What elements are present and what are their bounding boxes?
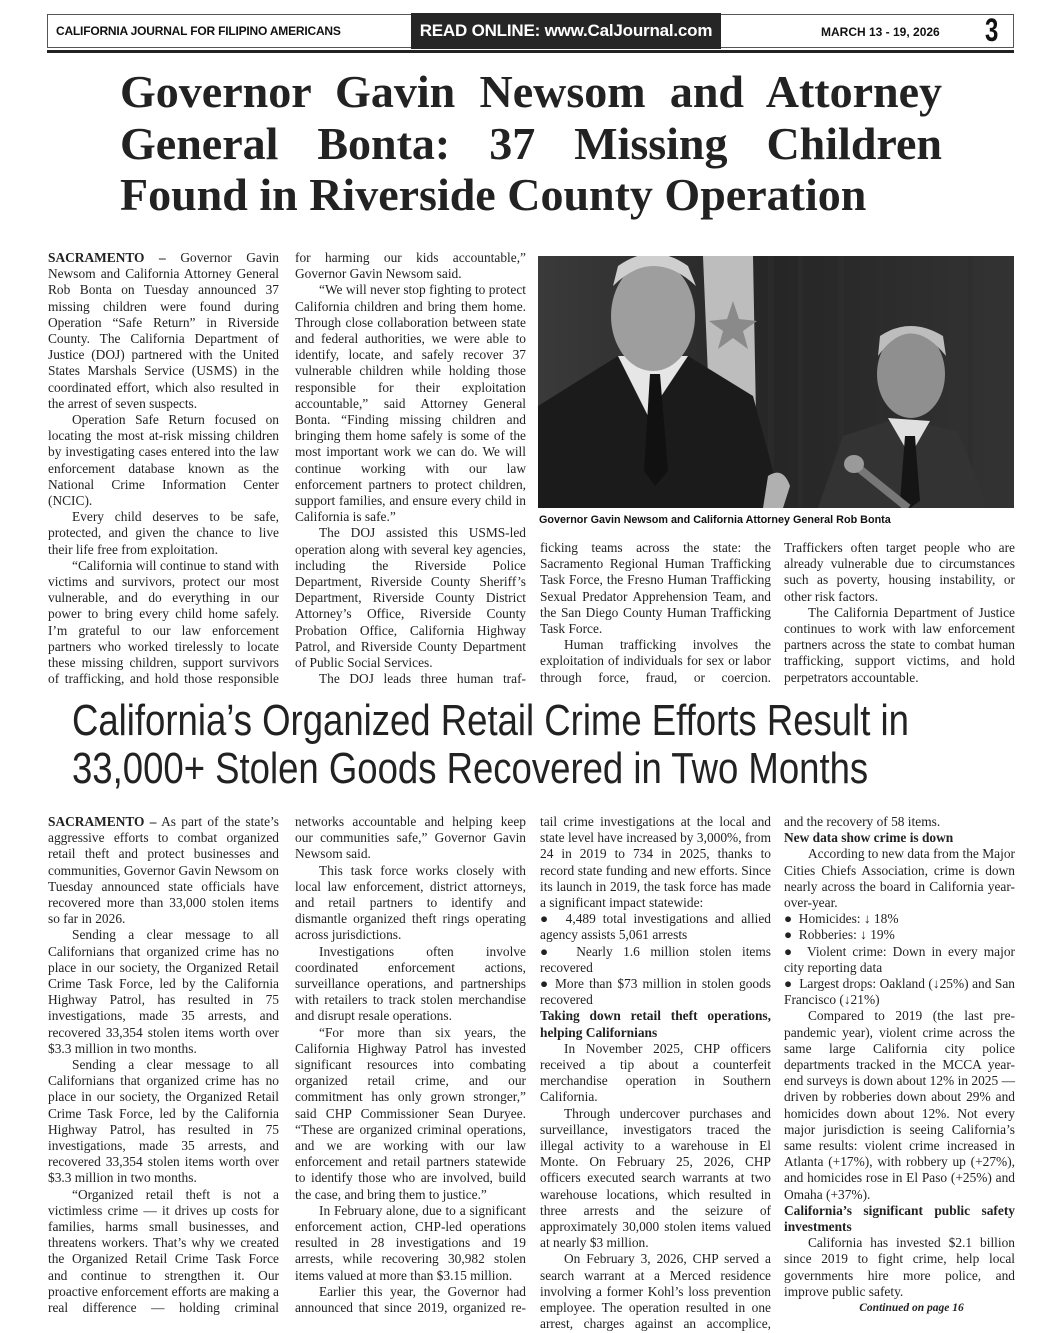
article2-headline-line-2: 33,000+ Stolen Goods Recovered in Two Months	[72, 744, 869, 794]
article2-paragraph: On February 3, 2026, CHP served a search warrant at a Merced residence involving a former Kohl’s loss prevention employee. The operation resulted in one arrest, charges against an accomplice,	[540, 1251, 771, 1332]
masthead-rule	[47, 50, 1014, 53]
article2-column-1	[48, 814, 279, 1316]
article2-paragraph: In February alone, due to a significant enforcement action, CHP-led operations resulted in 28 investigations and 19 arrests, while recovering 30,982 stolen items valued at more than $3.15 million.	[295, 1202, 526, 1283]
article2-headline	[72, 697, 1002, 794]
bullet-text: Violent crime: Down in every major city reporting data	[784, 943, 1015, 975]
page-number: 3	[985, 12, 999, 48]
article1-paragraph: Operation Safe Return focused on locating the most at-risk missing children by investigating cases entered into the law enforcement database known as the National Crime Information Center (NCIC).	[48, 412, 279, 509]
article2-paragraph: Earlier this year, the Governor had announced that since 2019, organized re-	[295, 1283, 526, 1316]
article1-paragraph: for harming our kids accountable,” Governor Gavin Newsom said.	[295, 250, 526, 282]
article2-headline-line-1: California’s Organized Retail Crime Efforts Result in	[72, 696, 909, 745]
article1-dateline: SACRAMENTO –	[48, 250, 166, 265]
article2-paragraph: and the recovery of 58 items.	[784, 814, 941, 829]
article1-paragraph: The DOJ assisted this USMS-led operation along with several key agencies, including the Riverside Police Department, Riverside County Sheriff’s Department, Riverside County District Attorney’s Office, Riverside County Probation Office, California Highway Patrol, and Riverside County Department of Public Social Services.	[295, 525, 526, 671]
issue-date: MARCH 13 - 19, 2026	[821, 25, 940, 39]
article1-text: Governor Gavin Newsom and California Attorney General Rob Bonta on Tuesday announced 37 missing children were found during Operation “Safe Return” in Riverside County. The California Department of Justice (DOJ) partnered with the United States Marshals Service (USMS) in the coordinated effort, which also resulted in the arrest of seven suspects.	[48, 250, 279, 411]
article1-paragraph: “We will never stop fighting to protect California children and bring them home. Through close collaboration between state and federal authorities, we were able to identify, locate, and safely recover 37 vulnerable children while holding those responsible for their exploitation accountable,” said Attorney General Bonta. “Finding missing children and bringing them home safely is some of the most important work we can do. We will continue working with our law enforcement partners to protect children, support families, and ensure every child in California is safe.”	[295, 282, 526, 525]
bullet-item: ● Homicides: ↓ 18%	[784, 911, 899, 927]
article1-paragraph: The DOJ leads three human traf-	[319, 671, 526, 687]
bullet-item: ● More than $73 million in stolen goods recovered	[540, 976, 771, 1008]
article2-paragraph: According to new data from the Major Cities Chiefs Association, crime is down nearly across the board in California year-over-year.	[784, 846, 1015, 911]
bullet-text: Largest drops: Oakland (↓25%) and San Francisco (↓21%)	[784, 976, 1015, 1008]
article2-paragraph: networks accountable and helping keep our communities safe,” Governor Gavin Newsom said.	[295, 814, 526, 862]
subheading: California’s significant public safety investments	[784, 1202, 1015, 1235]
article2-paragraph: “Organized retail theft is not a victimless crime — it drives up costs for families, harms small businesses, and threatens workers. That’s why we created the Organized Retail Crime Task Force and continue to strengthen it. Our proactive enforcement efforts are making a real difference — holding criminal	[48, 1186, 279, 1316]
article1-paragraph: The California Department of Justice continues to work with law enforcement partners across the state to combat human trafficking, support victims, and hold perpetrators accountable.	[784, 604, 1015, 685]
bullet-text: Homicides: ↓ 18%	[798, 911, 899, 927]
article2-column-3	[540, 814, 771, 1333]
photo-caption: Governor Gavin Newsom and California Attorney General Rob Bonta	[539, 514, 891, 526]
article1-headline: Governor Gavin Newsom and Attorney General Bonta: 37 Missing Children Found in Riverside County Operation	[120, 66, 942, 221]
article2-column-4	[784, 814, 1015, 1316]
photo-image	[538, 256, 1014, 508]
bullet-text: Robberies: ↓ 19%	[798, 927, 895, 943]
masthead	[47, 14, 1014, 48]
article2-column-2	[295, 814, 526, 1316]
article1-paragraph	[48, 250, 279, 412]
subheading: New data show crime is down	[784, 830, 954, 846]
bullet-item: ● Nearly 1.6 million stolen items recovered	[540, 943, 771, 975]
subheading: Taking down retail theft operations, helping Californians	[540, 1008, 771, 1040]
bullet-item: ● Robberies: ↓ 19%	[784, 927, 895, 943]
publication-name: CALIFORNIA JOURNAL FOR FILIPINO AMERICANS	[56, 24, 341, 38]
article1-paragraph: ficking teams across the state: the Sacramento Regional Human Trafficking Task Force, the Fresno Human Trafficking Sexual Predator Apprehension Team, and the San Diego County Human Trafficking Task Force.	[540, 540, 771, 637]
article2-paragraph: Sending a clear message to all Californians that organized crime has no place in our society, the Organized Retail Crime Task Force, led by the California Highway Patrol, has resulted in 75 investigations, made 35 arrests, and recovered 33,354 stolen items worth over $3.3 million in two months.	[48, 1057, 279, 1186]
article2-paragraph: “For more than six years, the California Highway Patrol has invested significant resources into combating organized retail crime, and our commitment has only grown stronger,” said CHP Commissioner Sean Duryee. “These are organized criminal operations, and we are working with our law enforcement and retail partners statewide to identify those who are involved, build the case, and bring them to justice.”	[295, 1024, 526, 1202]
article1-column-2	[295, 250, 526, 687]
article1-paragraph: Human trafficking involves the exploitation of individuals for sex or labor through force, fraud, or coercion.	[540, 637, 771, 685]
continued-on-link[interactable]: Continued on page 16	[859, 1302, 964, 1315]
article1-paragraph: Traffickers often target people who are already vulnerable due to circumstances such as poverty, housing instability, or other risk factors.	[784, 540, 1015, 604]
article1-column-3	[540, 540, 771, 686]
article2-paragraph: Through undercover purchases and surveillance, investigators traced the illegal activity to a warehouse in El Monte. On February 25, 2026, CHP officers executed search warrants at two warehouse locations, which resulted in three arrests and the seizure of approximately 30,000 stolen items valued at nearly $3 million.	[540, 1105, 771, 1251]
article1-paragraph: “California will continue to stand with victims and survivors, protect our most vulnerable, and do everything in our power to bring every child home safely. I’m grateful to our law enforcement partners who worked tirelessly to locate these missing children, support survivors of trafficking, and hold those responsible	[48, 557, 279, 687]
article2-paragraph: This task force works closely with local law enforcement, district attorneys, and retail partners to identify and dismantle organized theft rings operating across jurisdictions.	[295, 862, 526, 943]
article2-text: As part of the state’s aggressive efforts to combat organized retail theft and protect businesses and communities, Governor Gavin Newsom on Tuesday announced state officials have recovered more than 33,000 stolen items so far in 2026.	[48, 814, 279, 927]
bullet-text: More than $73 million in stolen goods recovered	[540, 976, 771, 1008]
article2-paragraph	[48, 814, 279, 927]
bullet-item: ● Violent crime: Down in every major city reporting data	[784, 943, 1015, 975]
article1-column-1	[48, 250, 279, 687]
article2-paragraph: Compared to 2019 (the last pre-pandemic year), violent crime across the same large California city police departments tracked in the MCCA year-end surveys is down about 12% in 2025 — driven by robberies down about 29% and homicides down about 12%. Not every major jurisdiction is seeing California’s same results: violent crime increased in Atlanta (+17%), with robbery up (+27%), and homicides rose in El Paso (+25%) and Omaha (+37%).	[784, 1008, 1015, 1202]
bullet-text: Nearly 1.6 million stolen items recovered	[540, 943, 771, 975]
article2-paragraph: Investigations often involve coordinated enforcement actions, surveillance operations, and partnerships with retailers to track stolen merchandise and disrupt resale operations.	[295, 943, 526, 1024]
article2-paragraph: tail crime investigations at the local and state level have increased by 3,000%, from 24 in 2019 to 734 in 2025, thanks to record state funding and new efforts. Since its launch in 2019, the task force has made a significant impact statewide:	[540, 814, 771, 911]
bullet-item: ● 4,489 total investigations and allied agency assists 5,061 arrests	[540, 911, 771, 943]
read-online-link[interactable]: READ ONLINE: www.CalJournal.com	[411, 13, 721, 49]
newsom-bonta-photo	[538, 256, 1014, 508]
article1-paragraph: Every child deserves to be safe, protected, and given the chance to live their life free from exploitation.	[48, 509, 279, 557]
article1-column-4	[784, 540, 1015, 686]
article2-paragraph: Sending a clear message to all Californians that organized crime has no place in our society, the Organized Retail Crime Task Force, led by the California Highway Patrol, has resulted in 75 investigations, made 35 arrests, and recovered 33,354 stolen items worth over $3.3 million in two months.	[48, 927, 279, 1056]
article2-dateline: SACRAMENTO –	[48, 814, 157, 829]
bullet-text: 4,489 total investigations and allied agency assists 5,061 arrests	[540, 911, 771, 943]
article2-paragraph: In November 2025, CHP officers received a tip about a counterfeit merchandise operation in Southern California.	[540, 1040, 771, 1105]
article2-paragraph: California has invested $2.1 billion since 2019 to fight crime, help local governments hire more police, and improve public safety.	[784, 1235, 1015, 1299]
bullet-item: ● Largest drops: Oakland (↓25%) and San Francisco (↓21%)	[784, 976, 1015, 1008]
